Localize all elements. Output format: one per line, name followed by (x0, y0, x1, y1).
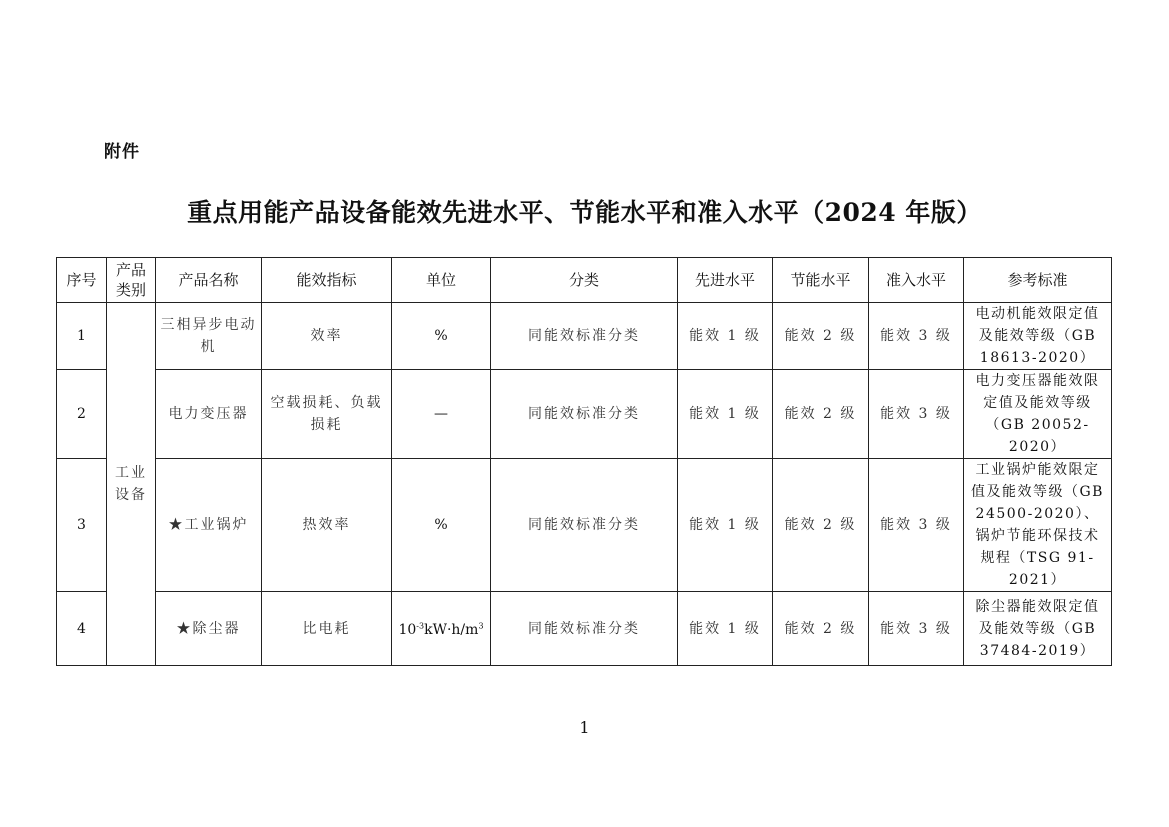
row-reference: 除尘器能效限定值及能效等级（GB 37484-2019） (964, 592, 1112, 666)
header-reference: 参考标准 (964, 258, 1112, 303)
header-entry: 准入水平 (869, 258, 964, 303)
row-classification: 同能效标准分类 (491, 459, 678, 592)
table-row (57, 303, 1112, 370)
row-reference: 工业锅炉能效限定值及能效等级（GB 24500-2020）、锅炉节能环保技术规程（TSG 91-2021） (964, 459, 1112, 592)
row-entry: 能效 3 级 (869, 303, 964, 370)
row-unit-special (392, 592, 491, 666)
row-name: 电力变压器 (156, 370, 262, 459)
row-indicator: 热效率 (262, 459, 392, 592)
header-name: 产品名称 (156, 258, 262, 303)
header-classification: 分类 (491, 258, 678, 303)
header-advanced: 先进水平 (678, 258, 773, 303)
row-reference: 电动机能效限定值及能效等级（GB 18613-2020） (964, 303, 1112, 370)
row-advanced: 能效 1 级 (678, 459, 773, 592)
row-seq: 2 (57, 370, 107, 459)
row-reference: 电力变压器能效限定值及能效等级（GB 20052-2020） (964, 370, 1112, 459)
row-classification: 同能效标准分类 (491, 592, 678, 666)
table-header-row (57, 258, 1112, 303)
row-name: ★工业锅炉 (156, 459, 262, 592)
table-row (57, 459, 1112, 592)
row-name: ★除尘器 (156, 592, 262, 666)
row-saving: 能效 2 级 (773, 370, 869, 459)
row-saving: 能效 2 级 (773, 303, 869, 370)
efficiency-table (56, 257, 1112, 666)
header-seq: 序号 (57, 258, 107, 303)
row-unit: $10^{-3}kW\cdot h/m^3$ (398, 621, 484, 639)
row-name: 三相异步电动机 (156, 303, 262, 370)
row-indicator: 空载损耗、负载损耗 (262, 370, 392, 459)
row-classification: 同能效标准分类 (491, 303, 678, 370)
category-cell: 工业设备 (107, 303, 156, 666)
row-entry: 能效 3 级 (869, 370, 964, 459)
row-saving: 能效 2 级 (773, 592, 869, 666)
attachment-label: 附件 (104, 142, 140, 162)
row-saving: 能效 2 级 (773, 459, 869, 592)
row-unit: % (392, 303, 491, 370)
row-advanced: 能效 1 级 (678, 370, 773, 459)
row-indicator: 效率 (262, 303, 392, 370)
page-number: 1 (579, 718, 590, 737)
header-category: 产品类别 (107, 258, 156, 303)
table-row (57, 370, 1112, 459)
row-unit: % (392, 459, 491, 592)
row-entry: 能效 3 级 (869, 592, 964, 666)
table-row (57, 592, 1112, 666)
row-unit: — (392, 370, 491, 459)
header-saving: 节能水平 (773, 258, 869, 303)
row-advanced: 能效 1 级 (678, 592, 773, 666)
row-indicator: 比电耗 (262, 592, 392, 666)
row-classification: 同能效标准分类 (491, 370, 678, 459)
header-unit: 单位 (392, 258, 491, 303)
row-advanced: 能效 1 级 (678, 303, 773, 370)
document-title: 重点用能产品设备能效先进水平、节能水平和准入水平（2024 年版） (187, 198, 982, 227)
row-seq: 4 (57, 592, 107, 666)
row-entry: 能效 3 级 (869, 459, 964, 592)
header-indicator: 能效指标 (262, 258, 392, 303)
row-seq: 1 (57, 303, 107, 370)
row-seq: 3 (57, 459, 107, 592)
